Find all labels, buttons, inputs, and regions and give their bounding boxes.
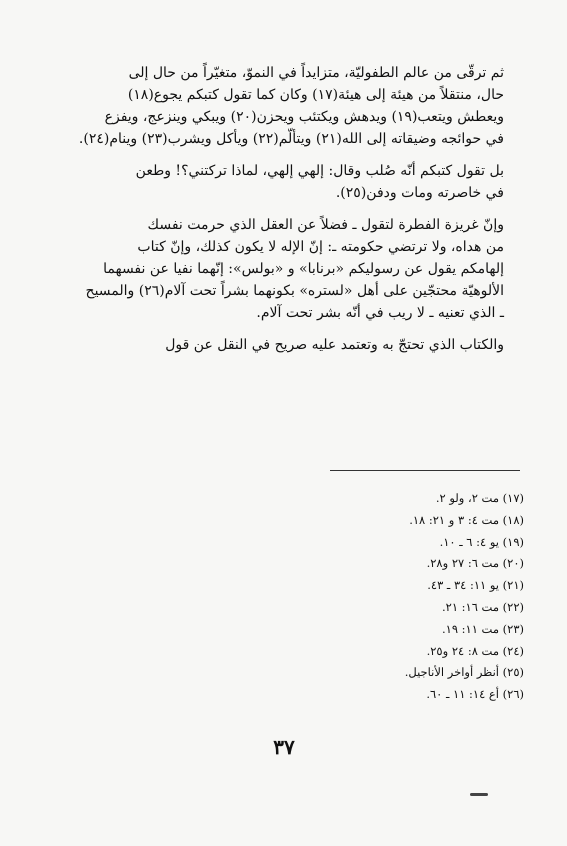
footnotes [260,488,524,706]
paragraph-1 [62,62,524,150]
footnote: (٢٠) مت ٦: ٢٧ و٢٨. [426,556,524,571]
paragraph-2 [62,160,524,204]
footnote-separator [330,470,520,471]
footnote: (١٧) مت ٢، ولو ٢. [435,491,524,505]
text-line: من هداه، ولا ترتضي حكومته ـ: إنّ الإله لا يكون كذلك، وإنّ كتاب [137,239,504,255]
footnote: (٢٣) مت ١١: ١٩. [441,621,524,636]
text-line: ويعطش ويتعب(١٩) ويدهش ويكتئب ويحزن(٢٠) ويبكي وينزعج، ويفزع [104,109,504,125]
text-line: في خاصرته ومات ودفن(٢٥). [335,185,504,201]
text-line: بل تقول كتبكم أنّه صُلب وقال: إلهي إلهي، لماذا تركتني؟! وطعن [135,163,504,179]
text-line: وإنّ غريزة الفطرة لتقول ـ فضلاً عن العقل الذي حرمت نفسك [147,217,504,233]
text-line: حال، منتقلاً من هيئة إلى هيئة(١٧) وكان كما تقول كتبكم يجوع(١٨) [127,87,504,103]
text-line: الألوهيّة محتجّين على أهل «لستره» بكونهما بشراً تحت آلام(٢٦) والمسيح [85,283,504,299]
page-number: ٣٧ [273,735,295,759]
paragraph-3 [62,214,524,324]
footnote: (٢٢) مت ١٦: ٢١. [441,599,524,614]
paragraph-4 [62,334,524,356]
footnote: (١٨) مت ٤: ٣ و ٢١: ١٨. [409,512,524,527]
main-text [62,62,524,366]
text-line: والكتاب الذي تحتجّ به وتعتمد عليه صريح في النقل عن قول [165,337,504,353]
scan-mark [470,793,488,796]
footnote: (٢٤) مت ٨: ٢٤ و٢٥. [426,643,524,658]
footnote: (٢١) يو ١١: ٣٤ ـ ٤٣. [427,578,524,593]
text-line: ثم ترقّى من عالم الطفوليّة، متزايداً في النموّ، متغيّراً من حال إلى [128,65,504,81]
footnote: (١٩) يو ٤: ٦ ـ ١٠. [439,534,524,549]
footnote: (٢٦) أع ١٤: ١١ ـ ٦٠. [426,687,524,702]
text-line: ـ الذي تعنيه ـ لا ريب في أنّه بشر تحت آلام. [256,305,504,321]
text-line: في حوائجه وضيقاته إلى الله(٢١) ويتألّم(٢٢) ويأكل ويشرب(٢٣) وينام(٢٤). [78,131,504,147]
footnote: (٢٥) أنظر أواخر الأناجيل. [404,665,524,680]
text-line: إلهامكم يقول عن رسوليكم «برنابا» و «بولس»: إنّهما نفيا عن نفسهما [103,261,504,277]
